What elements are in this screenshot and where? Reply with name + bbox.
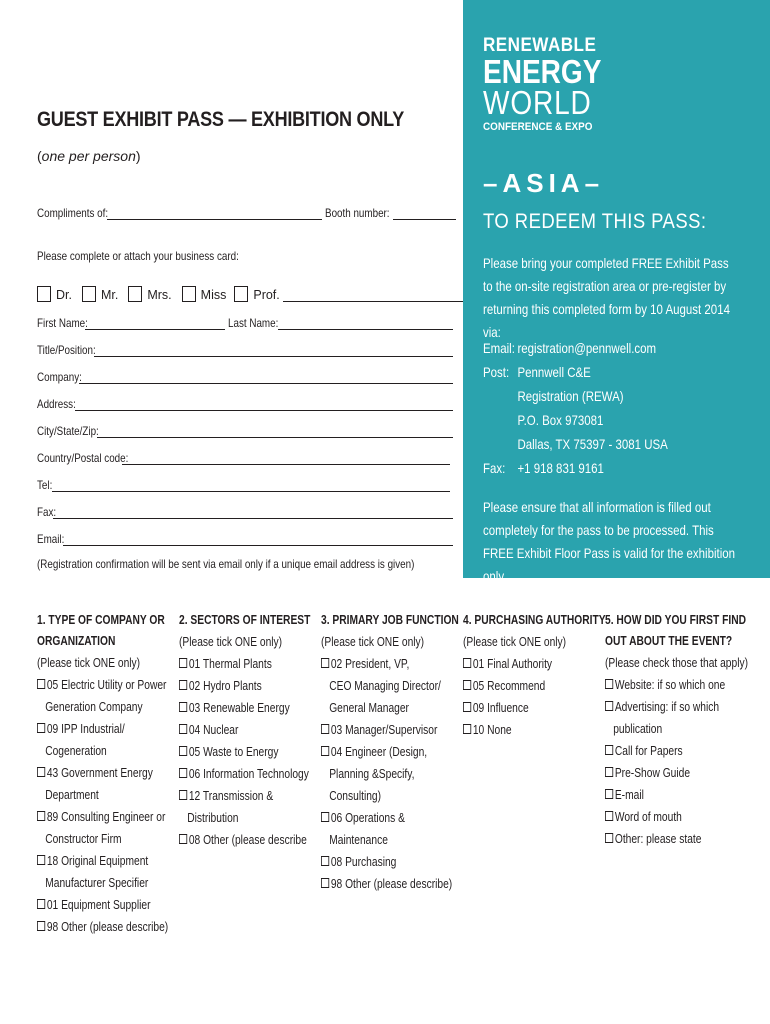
option-item-continued [37,872,168,894]
option-checkbox[interactable] [37,899,45,909]
page-title: GUEST EXHIBIT PASS — EXHIBITION ONLY [37,108,405,131]
option-label: General Manager [329,701,409,715]
option-checkbox[interactable] [463,724,471,734]
option-checkbox[interactable] [179,790,187,800]
option-label: Consulting) [329,789,382,803]
option-label: Pre-Show Guide [614,766,691,780]
option-checkbox[interactable] [37,723,45,733]
option-label: 10 None [472,723,512,737]
salutation-mr-label: Mr. [100,288,119,302]
option-checkbox[interactable] [463,658,471,668]
company-row [37,370,453,384]
option-label: Manufacturer Specifier [45,876,149,890]
salutation-miss-checkbox[interactable] [182,286,196,302]
option-label: 18 Original Equipment [46,854,149,868]
option-checkbox[interactable] [463,680,471,690]
booth-field[interactable] [393,207,456,220]
option-item [179,829,310,851]
option-checkbox[interactable] [321,878,329,888]
section-instruction: (Please tick ONE only) [463,635,567,649]
email-label: Email: [37,532,65,546]
compliments-field[interactable] [107,207,322,220]
option-item-continued [321,697,459,719]
section-instruction: (Please check those that apply) [605,656,749,670]
section-company-type [37,610,168,938]
option-checkbox[interactable] [179,658,187,668]
option-item [605,828,748,850]
option-label: CEO Managing Director/ [329,679,441,693]
section-heading: 5. HOW DID YOU FIRST FIND [605,613,747,627]
compliments-label: Compliments of: [37,206,109,220]
option-item [179,763,310,785]
option-label: 43 Government Energy [46,766,153,780]
option-label: Advertising: if so which [614,700,720,714]
option-item [37,850,168,872]
option-label: Word of mouth [614,810,682,824]
email-field[interactable] [63,533,453,546]
salutation-miss-label: Miss [200,288,227,302]
option-label: 06 Operations & [330,811,405,825]
salutation-dr-checkbox[interactable] [37,286,51,302]
address-field[interactable] [75,398,453,411]
section-heading: 3. PRIMARY JOB FUNCTION [321,613,459,627]
option-label: 03 Renewable Energy [188,701,290,715]
company-field[interactable] [79,371,453,384]
option-label: Cogeneration [45,744,107,758]
option-checkbox[interactable] [321,724,329,734]
last-name-label: Last Name: [228,316,279,330]
option-label: 02 Hydro Plants [188,679,262,693]
salutation-mr-checkbox[interactable] [82,286,96,302]
option-label: 05 Electric Utility or Power [46,678,167,692]
option-checkbox[interactable] [463,702,471,712]
option-label: 98 Other (please describe) [46,920,169,934]
option-label: Constructor Firm [45,832,122,846]
option-label: Distribution [187,811,239,825]
contact-post-line-1: Pennwell C&E [517,364,591,380]
option-checkbox[interactable] [179,724,187,734]
option-checkbox[interactable] [605,679,613,689]
option-checkbox[interactable] [37,855,45,865]
option-item [37,718,168,740]
option-item [179,719,310,741]
option-item [605,784,748,806]
option-label: Website: if so which one [614,678,726,692]
option-item-continued [37,784,168,806]
option-item-continued [321,785,459,807]
contact-email-value[interactable]: registration@pennwell.com [517,340,657,356]
address-row [37,397,453,411]
option-checkbox[interactable] [321,856,329,866]
redeem-instructions: Please bring your completed FREE Exhibit Pass to the on-site registration area or pre-register by returning this completed form by 10 August 2014 via: [483,255,730,340]
option-item [179,785,310,807]
option-item [37,674,168,696]
contact-post-line-4: Dallas, TX 75397 - 3081 USA [517,436,668,452]
email-row [37,532,453,546]
section-job-function [321,610,459,895]
option-item-continued [37,828,168,850]
option-checkbox[interactable] [605,789,613,799]
option-item [605,696,748,718]
logo-line-2: ENERGY [483,53,602,90]
option-label: Call for Papers [614,744,683,758]
section-heading: 2. SECTORS OF INTEREST [179,613,311,627]
tel-field[interactable] [52,479,450,492]
option-item [179,653,310,675]
business-card-note: Please complete or attach your business card: [37,249,239,263]
option-checkbox[interactable] [179,768,187,778]
salutation-prof-label: Prof. [253,288,280,302]
option-item [179,697,310,719]
option-label: 04 Nuclear [188,723,239,737]
option-checkbox[interactable] [605,811,613,821]
option-item [321,719,459,741]
fax-field[interactable] [53,506,453,519]
option-label: Department [45,788,99,802]
section-heading: 1. TYPE OF COMPANY OR [37,613,165,627]
event-logo [483,35,622,133]
pass-note: Please ensure that all information is filled out completely for the pass to be processed. This FREE Exhibit Floor Pass is valid for the exhibition only. [483,499,736,584]
last-name-field[interactable] [278,317,453,330]
first-name-label: First Name: [37,316,88,330]
company-label: Company: [37,370,82,384]
registration-note: (Registration confirmation will be sent via email only if a unique email address is given) [37,557,415,571]
option-label: Other: please state [614,832,702,846]
section-heading: 4. PURCHASING AUTHORITY [463,613,606,627]
city-row [37,424,453,438]
option-checkbox[interactable] [37,811,45,821]
option-checkbox[interactable] [179,746,187,756]
option-checkbox[interactable] [605,701,613,711]
booth-label: Booth number: [325,206,390,220]
logo-line-4: CONFERENCE & EXPO [483,121,593,133]
salutation-prof-checkbox[interactable] [234,286,248,302]
option-label: 09 IPP Industrial/ [46,722,125,736]
option-label: Generation Company [45,700,143,714]
section-purchasing [463,610,606,741]
option-label: Maintenance [329,833,388,847]
option-item [463,653,606,675]
option-item-continued [321,763,459,785]
option-checkbox[interactable] [37,921,45,931]
section-instruction: (Please tick ONE only) [179,635,283,649]
section-instruction: (Please tick ONE only) [321,635,425,649]
option-item [321,851,459,873]
option-label: 09 Influence [472,701,529,715]
option-label: 01 Equipment Supplier [46,898,151,912]
contact-post-label: Post: [483,364,510,380]
section-sectors [179,610,310,851]
option-item [321,873,459,895]
contact-fax-value: +1 918 831 9161 [517,460,604,476]
title-position-label: Title/Position: [37,343,96,357]
business-card-row [37,249,283,263]
option-label: 05 Waste to Energy [188,745,279,759]
fax-label: Fax: [37,505,57,519]
section-heading: OUT ABOUT THE EVENT? [605,634,733,648]
compliments-row [37,206,456,220]
registration-note-row [37,557,497,571]
country-row [37,451,450,465]
option-label: 12 Transmission & [188,789,274,803]
city-field[interactable] [97,425,453,438]
option-item [321,807,459,829]
option-item [463,697,606,719]
asia-label: –ASIA– [483,168,605,198]
option-item [179,741,310,763]
option-label: 01 Thermal Plants [188,657,272,671]
section-instruction: (Please tick ONE only) [37,656,141,670]
page-subtitle: (one per person) [37,148,141,164]
option-checkbox[interactable] [321,746,329,756]
option-label: 04 Engineer (Design, [330,745,428,759]
option-label: 08 Other (please describe [188,833,307,847]
option-label: 01 Final Authority [472,657,553,671]
logo-line-1: RENEWABLE [483,35,597,56]
logo-line-3: WORLD [483,84,592,121]
option-label: 05 Recommend [472,679,546,693]
option-label: 02 President, VP, [330,657,410,671]
option-item [605,674,748,696]
contact-post-line-3: P.O. Box 973081 [517,412,604,428]
option-label: publication [613,722,663,736]
option-checkbox[interactable] [605,833,613,843]
option-item [37,894,168,916]
salutation-mrs-label: Mrs. [147,288,172,302]
contact-block [483,336,668,480]
option-item [37,916,168,938]
title-row [37,343,453,357]
salutation-row [37,286,505,302]
option-item [605,762,748,784]
title-position-field[interactable] [94,344,453,357]
country-field[interactable] [122,452,450,465]
option-checkbox[interactable] [37,679,45,689]
salutation-dr-label: Dr. [56,288,72,302]
option-label: 06 Information Technology [188,767,309,781]
fax-row [37,505,453,519]
option-checkbox[interactable] [37,767,45,777]
option-label: 89 Consulting Engineer or [46,810,166,824]
option-label: 98 Other (please describe) [330,877,453,891]
option-item [37,806,168,828]
option-item-continued [321,829,459,851]
option-item-continued [179,807,310,829]
salutation-mrs-checkbox[interactable] [128,286,142,302]
option-item-continued [37,696,168,718]
option-item [179,675,310,697]
contact-post-line-2: Registration (REWA) [517,388,624,404]
option-label: 03 Manager/Supervisor [330,723,438,737]
option-checkbox[interactable] [321,658,329,668]
option-checkbox[interactable] [605,767,613,777]
option-checkbox[interactable] [321,812,329,822]
redeem-title: TO REDEEM THIS PASS: [483,210,707,233]
tel-row [37,478,450,492]
option-item [37,762,168,784]
option-item [605,740,748,762]
option-item [321,741,459,763]
option-item-continued [321,675,459,697]
address-label: Address: [37,397,76,411]
option-label: 08 Purchasing [330,855,397,869]
tel-label: Tel: [37,478,53,492]
option-item [605,806,748,828]
option-checkbox[interactable] [179,702,187,712]
first-name-field[interactable] [85,317,225,330]
country-label: Country/Postal code: [37,451,129,465]
option-label: E-mail [614,788,644,802]
name-row [37,316,453,330]
redeem-panel [463,0,770,584]
contact-fax-label: Fax: [483,460,506,476]
option-item [321,653,459,675]
option-item-continued [37,740,168,762]
option-item [463,719,606,741]
option-item-continued [605,718,748,740]
option-checkbox[interactable] [605,745,613,755]
option-checkbox[interactable] [179,680,187,690]
option-label: Planning &Specify, [329,767,415,781]
section-heading: ORGANIZATION [37,634,116,648]
option-item [463,675,606,697]
option-checkbox[interactable] [179,834,187,844]
contact-email-label: Email: [483,340,515,356]
city-label: City/State/Zip: [37,424,99,438]
section-event-source [605,610,748,850]
